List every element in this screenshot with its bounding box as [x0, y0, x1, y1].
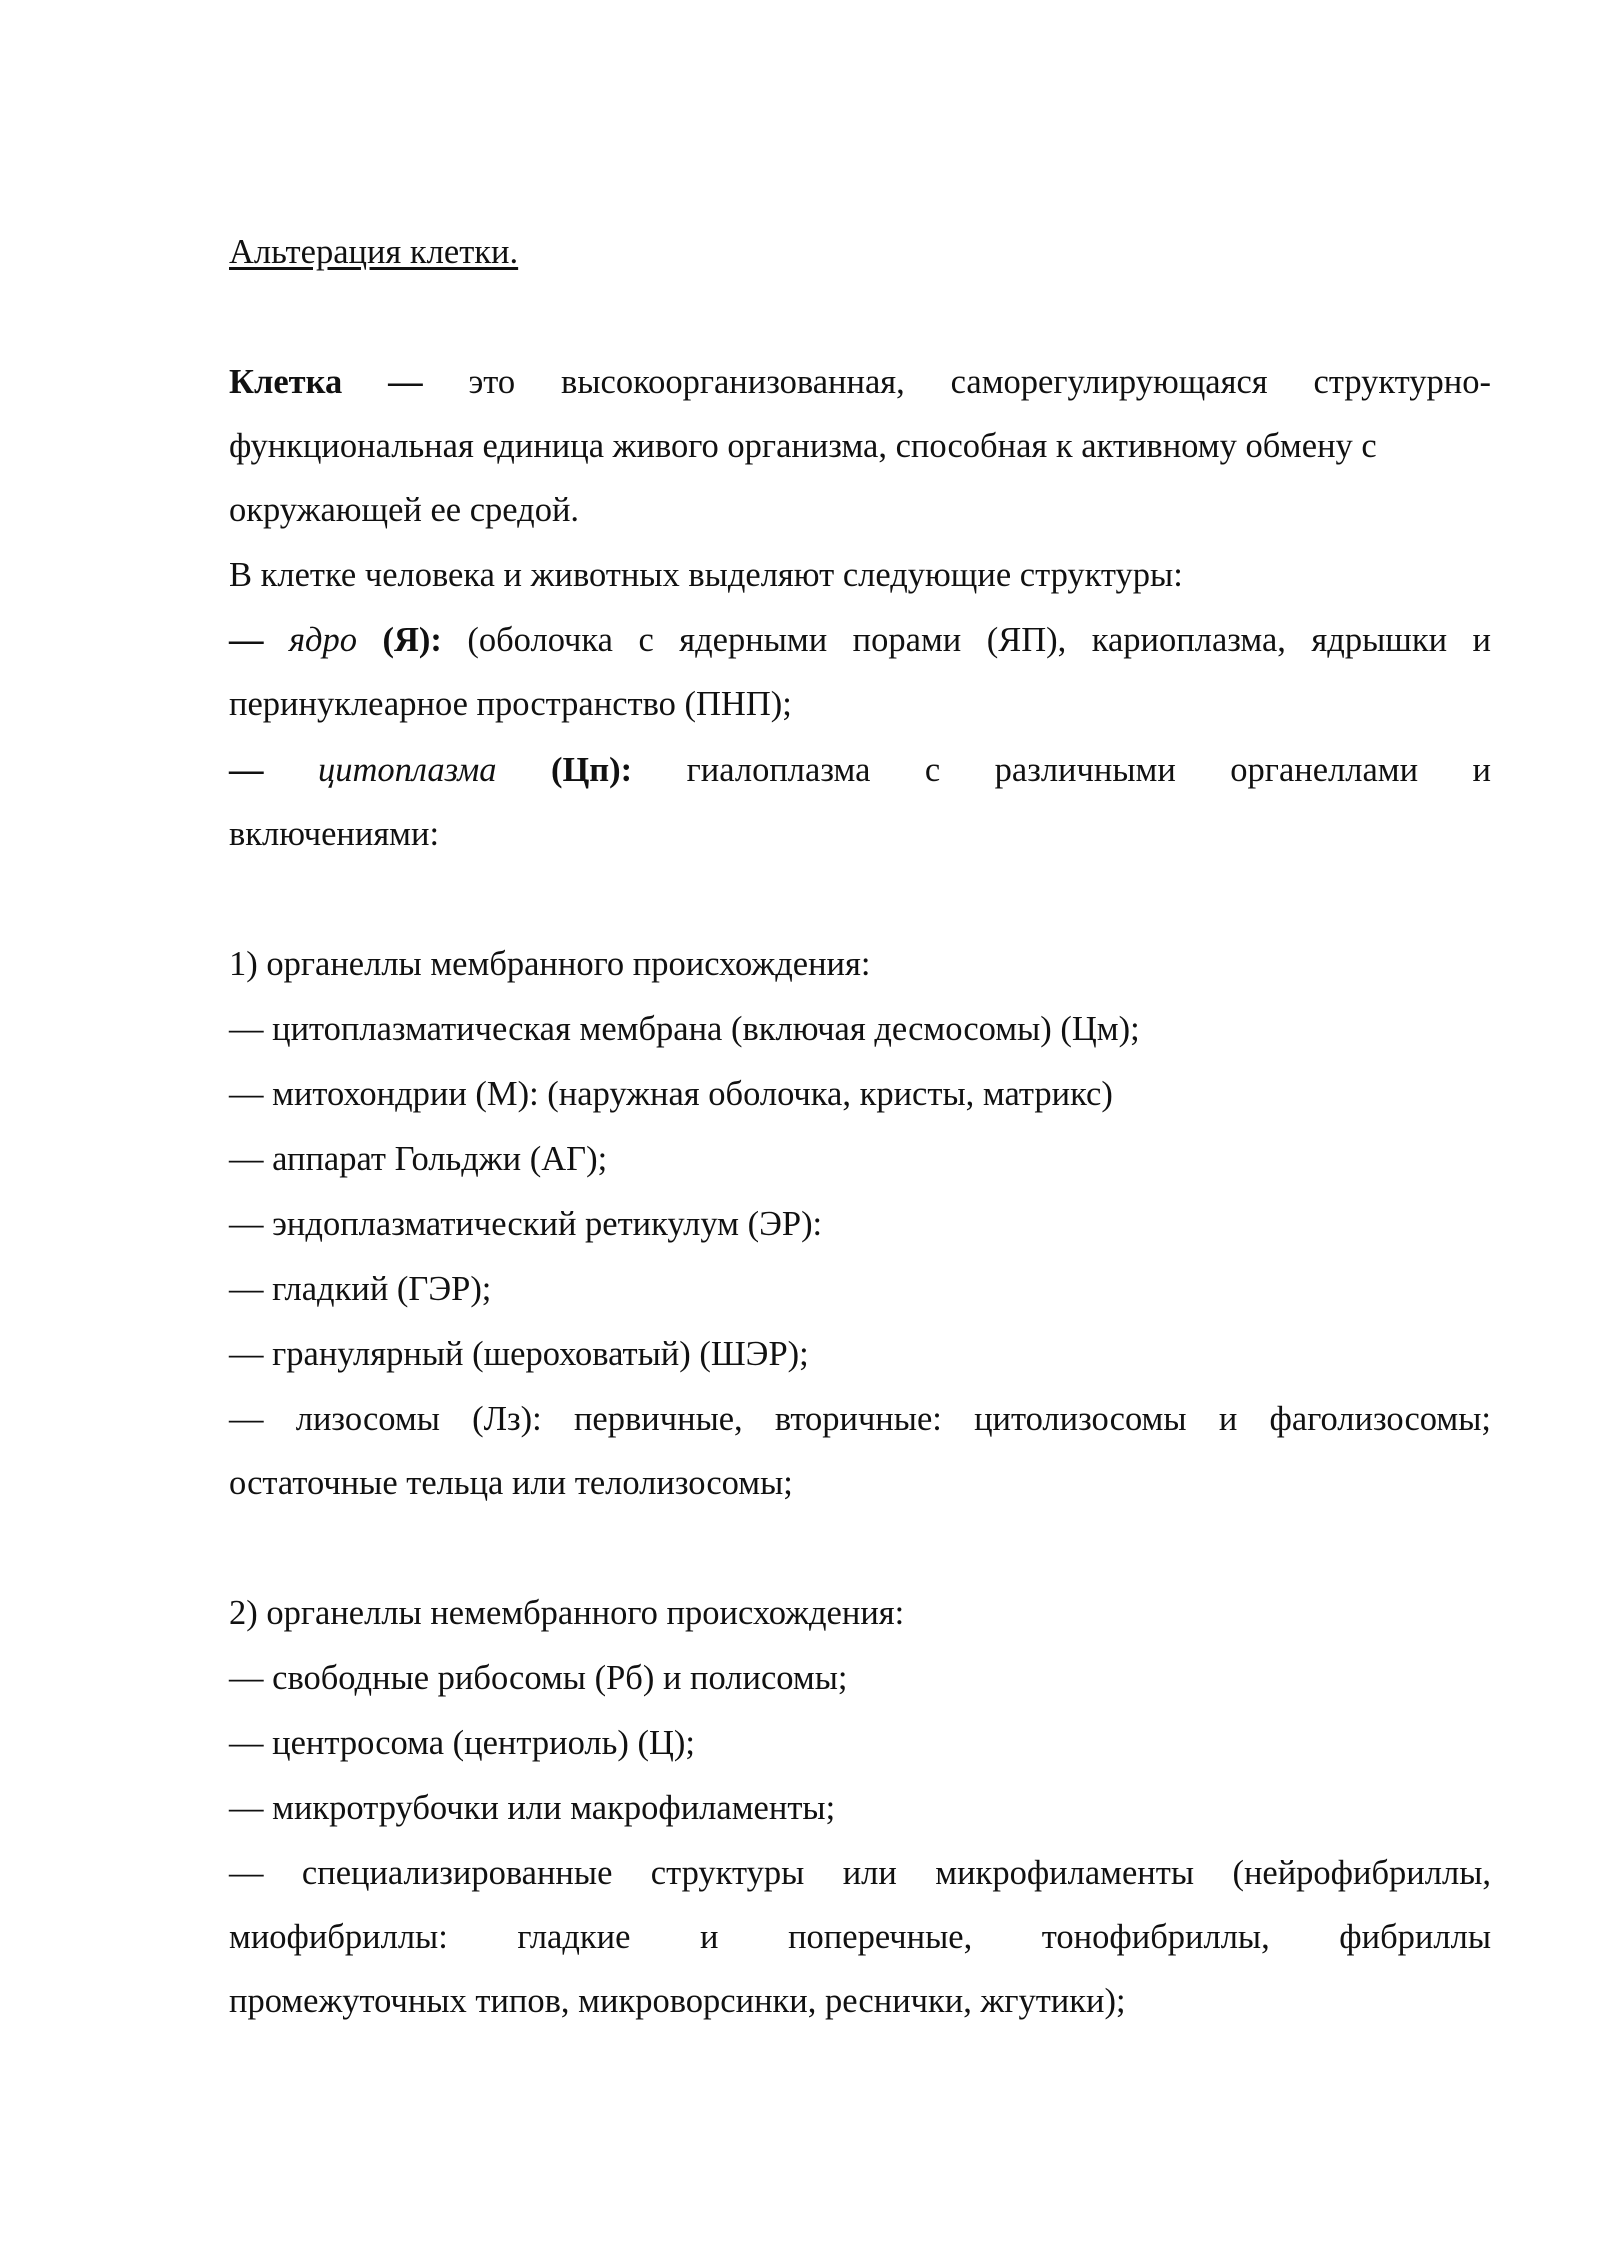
intro-line: В клетке человека и животных выделяют следующие структуры:: [229, 556, 1183, 594]
nucleus-name: ядро: [289, 621, 357, 659]
nucleus-abbr: (Я):: [382, 621, 442, 659]
definition-line-1-text: это высокоорганизованная, саморегулирующаяся структурно-: [468, 363, 1492, 401]
membrane-organelle-item: — гладкий (ГЭР);: [229, 1270, 492, 1308]
definition-term: Клетка: [229, 363, 343, 401]
cytoplasm-name: цитоплазма: [317, 751, 497, 789]
cytoplasm-line-1: [229, 750, 1491, 790]
definition-line-3: окружающей ее средой.: [229, 491, 580, 529]
specialized-line-3: промежуточных типов, микроворсинки, реснички, жгутики);: [229, 1982, 1126, 2020]
cytoplasm-line-2: включениями:: [229, 815, 440, 853]
nucleus-line-2: перинуклеарное пространство (ПНП);: [229, 685, 792, 723]
cytoplasm-dash: —: [229, 751, 264, 789]
specialized-line-1: — специализированные структуры или микрофиламенты (нейрофибриллы,: [229, 1854, 1491, 1892]
page-title: Альтерация клетки.: [229, 233, 519, 271]
membrane-organelle-item: — аппарат Гольджи (АГ);: [229, 1140, 608, 1178]
definition-line-2: функциональная единица живого организма, способная к активному обмену с: [229, 427, 1377, 465]
membrane-organelle-item: — гранулярный (шероховатый) (ШЭР);: [229, 1335, 809, 1373]
definition-dash: —: [388, 363, 423, 401]
lysosomes-line-1: — лизосомы (Лз): первичные, вторичные: цитолизосомы и фаголизосомы;: [229, 1400, 1491, 1438]
cytoplasm-abbr: (Цп):: [550, 751, 633, 789]
cytoplasm-line-1-text: гиалоплазма с различными органеллами и: [686, 751, 1492, 789]
nucleus-line-1-text: (оболочка с ядерными порами (ЯП), кариоплазма, ядрышки и: [467, 621, 1492, 659]
nucleus-line-1: [229, 620, 1491, 660]
membrane-organelle-item: — митохондрии (М): (наружная оболочка, кристы, матрикс): [229, 1075, 1113, 1113]
nonmembrane-organelle-item: — центросома (центриоль) (Ц);: [229, 1724, 695, 1762]
nonmembrane-organelles-heading: 2) органеллы немембранного происхождения:: [229, 1594, 905, 1632]
definition-line-1: [229, 362, 1491, 402]
nonmembrane-organelle-item: — микротрубочки или макрофиламенты;: [229, 1789, 836, 1827]
membrane-organelle-item: — эндоплазматический ретикулум (ЭР):: [229, 1205, 823, 1243]
nonmembrane-organelle-item: — свободные рибосомы (Рб) и полисомы;: [229, 1659, 848, 1697]
lysosomes-line-2: остаточные тельца или телолизосомы;: [229, 1464, 793, 1502]
membrane-organelles-heading: 1) органеллы мембранного происхождения:: [229, 945, 871, 983]
membrane-organelle-item: — цитоплазматическая мембрана (включая десмосомы) (Цм);: [229, 1010, 1140, 1048]
nucleus-dash: —: [229, 621, 264, 659]
specialized-line-2: миофибриллы: гладкие и поперечные, тонофибриллы, фибриллы: [229, 1918, 1491, 1956]
